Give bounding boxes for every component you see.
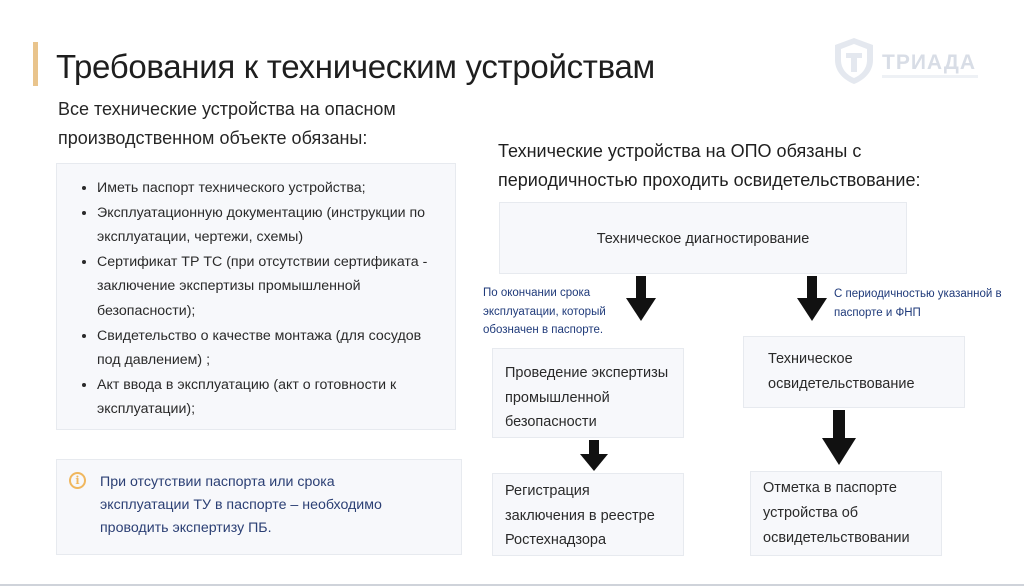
list-item: • Свидетельство о качестве монтажа (для сосудов под давлением) ; <box>97 324 441 373</box>
intro-text: Все технические устройства на опасном производственном объекте обязаны: <box>58 99 396 148</box>
arrow-down-icon <box>580 440 608 472</box>
arrow-down-icon <box>797 276 827 322</box>
info-icon: i <box>69 472 86 489</box>
expertise-box: Проведение экспертизы промышленной безопасности <box>492 348 684 438</box>
brand-logo <box>832 36 982 88</box>
arrow-down-icon <box>626 276 656 322</box>
technical-examination-box: Техническое освидетельствование <box>743 336 965 408</box>
requirements-list <box>57 164 455 422</box>
logo-text: ТРИАДА <box>882 51 976 74</box>
arrow-down-icon <box>822 410 856 466</box>
list-item: • Иметь паспорт технического устройства; <box>97 176 441 201</box>
info-note-box <box>56 459 462 555</box>
flow-heading: Технические устройства на ОПО обязаны с периодичностью проходить освидетельствование: <box>498 141 921 190</box>
shield-logo-icon <box>832 36 876 86</box>
page-title: Требования к техническим устройствам <box>56 48 655 85</box>
periodicity-condition-note: С периодичностью указанной в паспорте и ФНП <box>834 288 1002 319</box>
requirements-box <box>56 163 456 430</box>
list-item: • Акт ввода в эксплуатацию (акт о готовности к эксплуатации); <box>97 373 441 422</box>
info-note-text: При отсутствии паспорта или срока эксплуатации ТУ в паспорте – необходимо проводить экспертизу ПБ. <box>100 474 382 536</box>
registration-box: Регистрация заключения в реестре Ростехнадзора <box>492 473 684 556</box>
passport-mark-box: Отметка в паспорте устройства об освидетельствовании <box>750 471 942 556</box>
diagnostics-box: Техническое диагностирование <box>499 202 907 274</box>
list-item: • Эксплуатационную документацию (инструкции по эксплуатации, чертежи, схемы) <box>97 201 441 250</box>
list-item: • Сертификат ТР ТС (при отсутствии сертификата - заключение экспертизы промышленной безопасности); <box>97 250 441 324</box>
title-accent-bar <box>33 42 38 86</box>
expiry-condition-note: По окончании срока эксплуатации, который обозначен в паспорте. <box>483 287 606 336</box>
logo-subtitle <box>882 75 978 78</box>
